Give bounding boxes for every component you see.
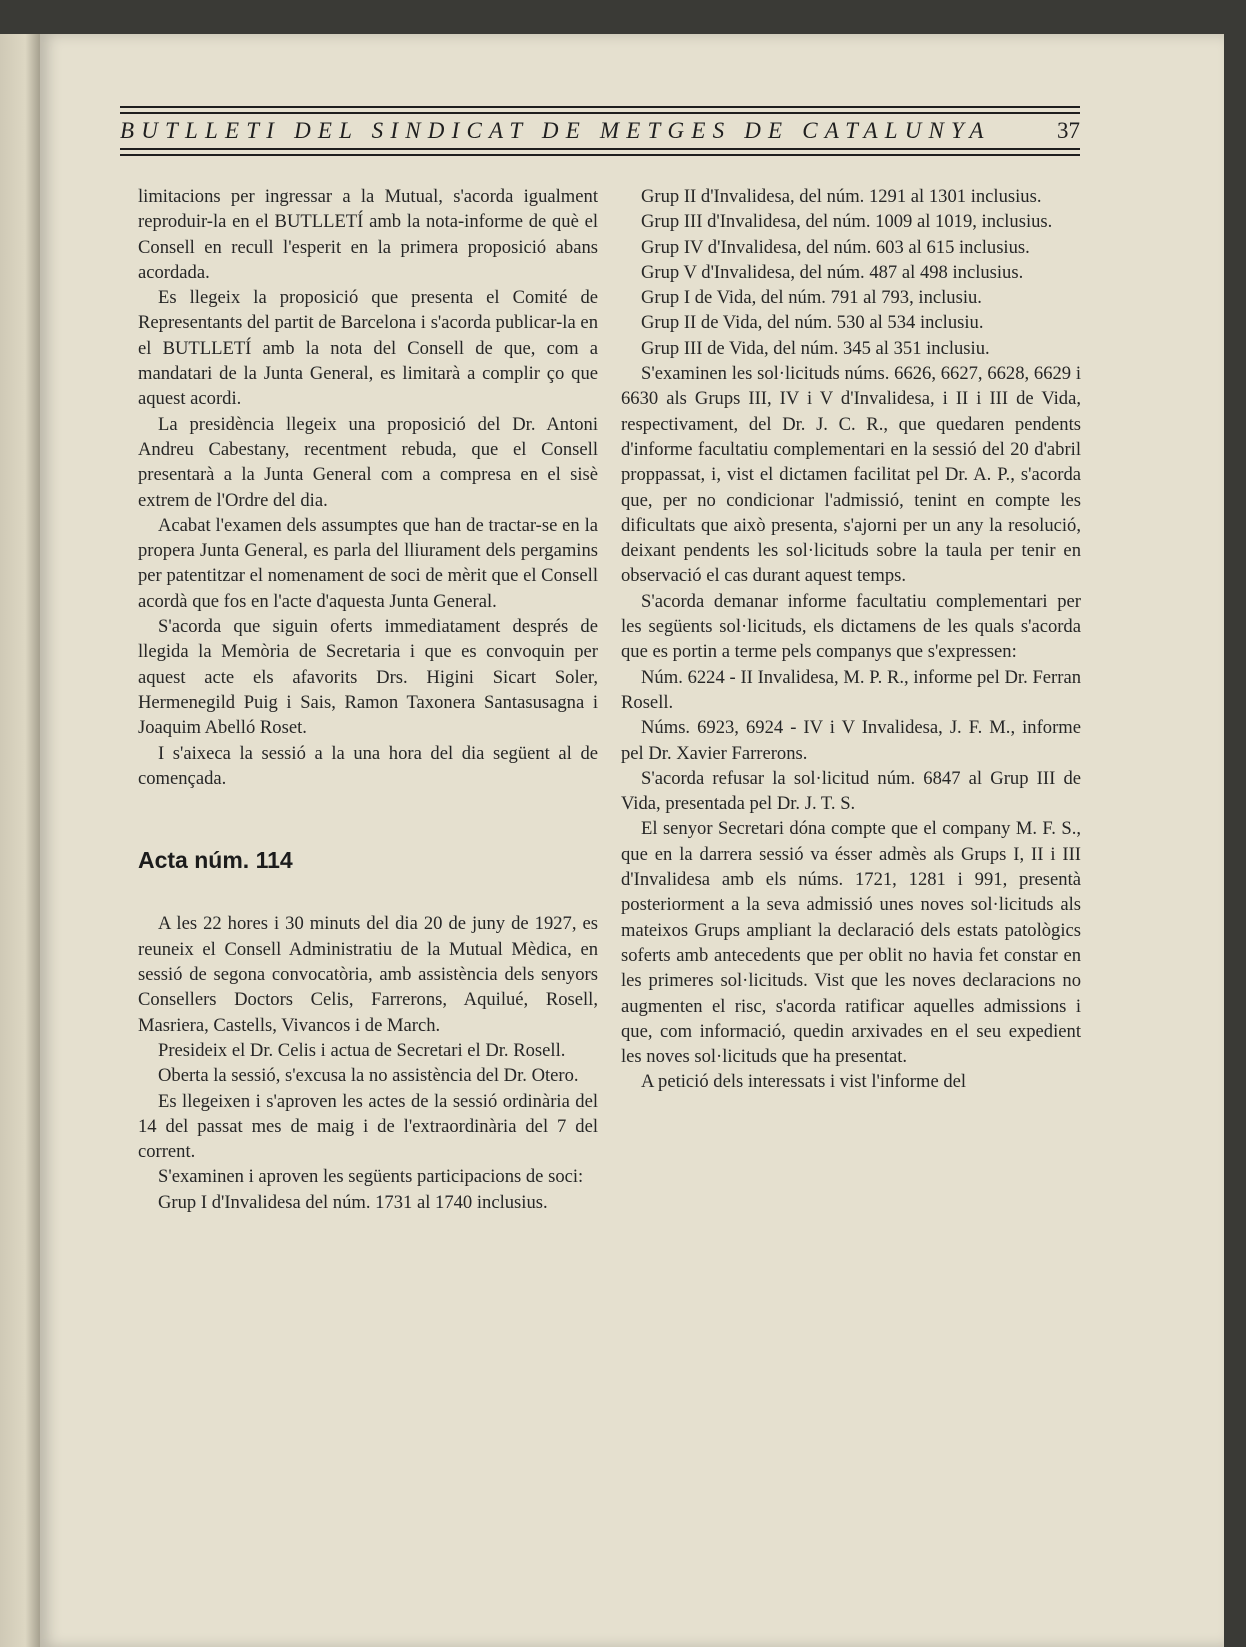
paragraph: Grup III d'Invalidesa, del núm. 1009 al 1019, inclusius. — [641, 211, 1053, 233]
running-header — [120, 106, 1080, 156]
page-number: 37 — [1057, 118, 1080, 143]
paragraph: Grup III de Vida, del núm. 345 al 351 inclusiu. — [641, 337, 990, 359]
paragraph: S'acorda refusar la sol·licitud núm. 6847 al Grup III de Vida, presentada pel Dr. J. T. S. — [621, 767, 1081, 815]
paragraph: El senyor Secretari dóna compte que el company M. F. S., que en la darrera sessió va ésser admès als Grups I, II i III d'Invalidesa amb els núms. 1721, 1281 i 991, presentà posteriorment a la seva admissió unes noves sol·licituds als mateixos Grups ampliant la declaració dels estats patològics soferts amb antecedents que per oblit no havia fet constar en les primeres sol·licituds. Vist que les noves declaracions no augmenten el risc, s'acorda ratificar aquelles admissions i que, com informació, quedin arxivades en el seu expedient les noves sol·licituds que ha presentat. — [621, 818, 1081, 1068]
paragraph: Oberta la sessió, s'excusa la no assistència del Dr. Otero. — [158, 1065, 579, 1087]
paragraph: Grup II d'Invalidesa, del núm. 1291 al 1301 inclusius. — [641, 186, 1042, 207]
header-rule-bottom-inner — [120, 148, 1080, 150]
journal-title: BUTLLETI DEL SINDICAT DE METGES DE CATALUNYA — [120, 118, 991, 143]
paragraph: S'examinen i aproven les següents participacions de soci: — [158, 1166, 584, 1188]
section-heading: Acta núm. 114 — [138, 847, 293, 874]
paragraph: S'acorda demanar informe facultatiu complementari per les següents sol·licituds, els dictamens de les quals s'acorda que es portin a terme pels companys que s'expressen: — [621, 590, 1081, 663]
paragraph: limitacions per ingressar a la Mutual, s'acorda igualment reproduir-la en el BUTLLETÍ amb la nota-informe de què el Consell en recull l'esperit en la primera proposició abans acordada. — [138, 186, 598, 283]
header-rule-top-inner — [120, 112, 1080, 114]
paragraph: La presidència llegeix una proposició del Dr. Antoni Andreu Cabestany, recentment rebuda, que el Consell presentarà a la Junta General com a compresa en el sisè extrem de l'Ordre del dia. — [138, 413, 598, 511]
right-column — [621, 184, 1081, 1095]
paragraph: Núms. 6923, 6924 - IV i V Invalidesa, J. F. M., informe pel Dr. Xavier Farrerons. — [621, 717, 1081, 764]
paragraph: Grup I de Vida, del núm. 791 al 793, inclusiu. — [641, 287, 982, 309]
paragraph: Es llegeix la proposició que presenta el Comité de Representants del partit de Barcelona i s'acorda publicar-la en el BUTLLETÍ amb la nota del Consell de que, com a mandatari de la Junta General, es limitarà a complir ço que aquest acordi. — [138, 287, 598, 410]
paragraph: Grup IV d'Invalidesa, del núm. 603 al 615 inclusius. — [641, 236, 1030, 258]
paragraph: A les 22 hores i 30 minuts del dia 20 de juny de 1927, es reuneix el Consell Administratiu de la Mutual Mèdica, en sessió de segona convocatòria, amb assistència dels senyors Consellers Doctors Celis, Farrerons, Aquilué, Rosell, Masriera, Castells, Vivancos i de March. — [138, 913, 598, 1036]
paragraph: Grup V d'Invalidesa, del núm. 487 al 498 inclusius. — [641, 261, 1024, 283]
paragraph: S'acorda que siguin oferts immediatament després de llegida la Memòria de Secretaria i que es convoquin per aquest acte els afavorits Drs. Higini Sicart Soler, Hermenegild Puig i Sais, Ramon Taxonera Santasusagna i Joaquim Abelló Roset. — [138, 616, 598, 739]
left-column — [138, 184, 598, 1215]
paragraph: S'examinen les sol·licituds núms. 6626, 6627, 6628, 6629 i 6630 als Grups III, IV i V d'Invalidesa, i II i III de Vida, respectivament, del Dr. J. C. R., que quedaren pendents d'informe facultatiu complementari en la sessió del 20 d'abril proppassat, i, vist el dictamen facilitat pel Dr. A. P., s'acorda que, per no condicionar l'admissió, tenint en compte les dificultats que això presenta, s'ajorni per un any la resolució, deixant pendents les sol·licituds sobre la taula per tenir en observació el cas durant aquest temps. — [621, 363, 1081, 587]
paragraph: Es llegeixen i s'aproven les actes de la sessió ordinària del 14 del passat mes de maig i de l'extraordinària del 7 del corrent. — [138, 1090, 598, 1163]
paragraph: Presideix el Dr. Celis i actua de Secretari el Dr. Rosell. — [158, 1039, 566, 1061]
header-rule-top — [120, 106, 1080, 108]
paragraph: Acabat l'examen dels assumptes que han de tractar-se en la propera Junta General, es parla del lliurament dels pergamins per patentitzar el nomenament de soci de mèrit que el Consell acordà que fos en l'acte d'aquesta Junta General. — [138, 514, 598, 612]
document-page — [40, 34, 1224, 1647]
paragraph: Grup I d'Invalidesa del núm. 1731 al 1740 inclusius. — [158, 1191, 548, 1213]
paragraph: A petició dels interessats i vist l'informe del — [641, 1071, 967, 1093]
paragraph: Núm. 6224 - II Invalidesa, M. P. R., informe pel Dr. Ferran Rosell. — [621, 666, 1081, 713]
paragraph: I s'aixeca la sessió a la una hora del dia següent al de començada. — [138, 742, 598, 789]
header-rule-bottom — [120, 154, 1080, 156]
paragraph: Grup II de Vida, del núm. 530 al 534 inclusiu. — [641, 312, 984, 334]
